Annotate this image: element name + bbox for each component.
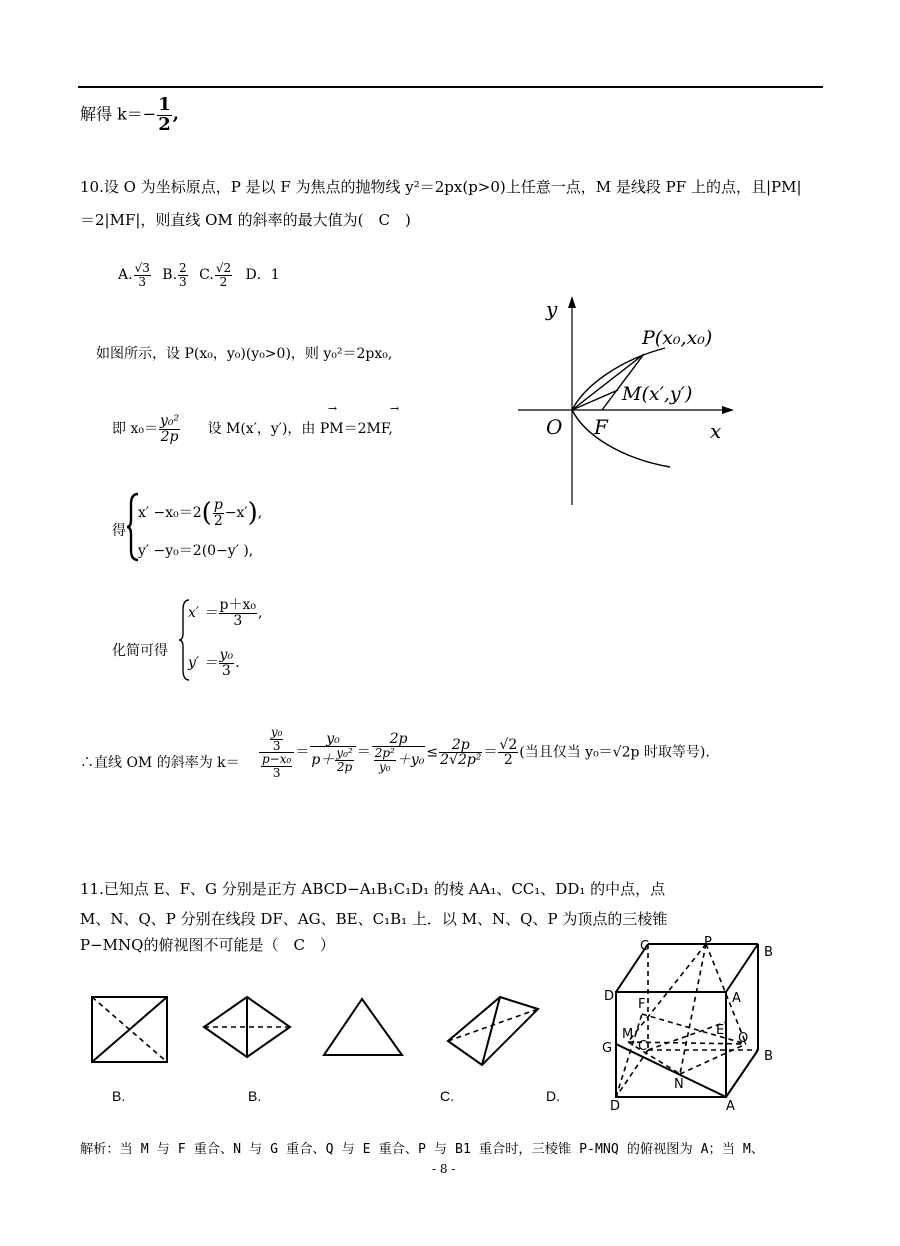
sol4-row2-fraction: $\frac{\text{y₀}}{3}$: [219, 647, 234, 679]
sol2-vector-eq: → → PM＝2MF,: [319, 402, 400, 438]
sol4-row2: y′ ＝ $\frac{\text{y₀}}{3}$ .: [188, 647, 240, 679]
x-axis-arrow-icon: [722, 406, 734, 414]
q10-options: [118, 262, 280, 288]
cube-label-b-bottom: B: [764, 1049, 773, 1064]
top-answer-suffix: ,: [172, 103, 180, 125]
top-answer-fraction: $\frac{1}{2}$: [158, 94, 171, 135]
page-number: - 8 -: [432, 1162, 456, 1176]
fig-label-2: B.: [248, 1088, 262, 1104]
header-rule: [78, 86, 823, 88]
q11-line1: 11.已知点 E、F、G 分别是正方 ABCD−A₁B₁C₁D₁ 的棱 AA₁、CC₁、DD₁ 的中点，点: [80, 880, 666, 898]
cube-label-m: M: [622, 1027, 634, 1042]
cube-label-b-top: B: [764, 945, 773, 960]
slope-suffix: (当且仅当 y₀＝√2p 时取等号).: [519, 744, 710, 761]
m-label: M(x′,y′): [622, 383, 693, 405]
slope-f4: $\frac{2p}{\text{2√2p²}}$: [440, 736, 482, 769]
option-d-label: D．1: [245, 267, 280, 284]
cube-figure: [598, 932, 788, 1114]
o-label: O: [546, 415, 563, 439]
f-label: F: [594, 415, 608, 439]
cube-label-f: F: [638, 997, 646, 1012]
vector-arrow-icon: →: [389, 402, 400, 416]
sol4-row1: x′ ＝ $\frac{\text{p＋x₀}}{3}$ ,: [188, 597, 263, 629]
cube-label-a-bottom: A: [726, 1099, 735, 1114]
slope-prefix: ∴直线 OM 的斜率为 k＝: [80, 755, 240, 771]
cube-label-d-bottom: D: [610, 1099, 621, 1114]
cube-label-q: Q: [738, 1031, 749, 1046]
cube-label-c2: C: [638, 1039, 648, 1054]
cube-hidden-edges: [616, 944, 758, 1097]
option-figure-2: [204, 997, 290, 1057]
cube-label-n: N: [674, 1077, 684, 1092]
sol4-label: 化简可得: [112, 643, 168, 659]
parabola-graph: [510, 290, 770, 510]
cube-label-c: C: [640, 939, 650, 954]
option-figure-1: [92, 997, 167, 1062]
sol2-prefix: 即 x₀＝: [112, 421, 158, 438]
vector-arrow-icon: →: [327, 402, 338, 416]
option-c-fraction: $\frac{√2}{2}$: [215, 261, 232, 289]
y-axis-arrow-icon: [568, 296, 576, 308]
slope-f2: y₀ p＋ $\frac{\text{y₀²}}{2p}$: [310, 732, 355, 774]
q10-sol1: 如图所示，设 P(x₀，y₀)(y₀>0)，则 y₀²＝2px₀,: [96, 346, 393, 362]
left-paren-icon: (: [201, 498, 212, 529]
q10-line2: ＝2|MF|，则直线 OM 的斜率的最大值为( C ): [80, 211, 411, 229]
q11-analysis: 解析：当 M 与 F 重合、N 与 G 重合、Q 与 E 重合、P 与 B1 重合时，三棱锥 P-MNQ 的俯视图为 A；当 M、: [80, 1142, 765, 1157]
fig-label-1: B.: [112, 1088, 126, 1104]
fig-label-4: D.: [546, 1088, 560, 1104]
option-a-fraction: $\frac{√3}{3}$: [134, 261, 150, 289]
cube-label-p: P: [704, 935, 712, 950]
y-label: y: [546, 297, 558, 321]
option-a-label: A.: [118, 267, 133, 284]
option-figure-4: [448, 997, 538, 1065]
x-label: x: [710, 419, 722, 443]
fig-label-3: C.: [440, 1088, 454, 1104]
option-b-label: B.: [162, 267, 178, 284]
option-b-fraction: $\frac{2}{3}$: [179, 261, 187, 289]
p-label: P(x₀,x₀): [642, 327, 713, 349]
option-figure-3: [324, 999, 402, 1055]
q10-line1: 10.设 O 为坐标原点，P 是以 F 为焦点的抛物线 y²＝2px(p>0)上任意一点，M 是线段 PF 上的点，且|PM|: [80, 178, 802, 196]
slope-f3: 2p $\frac{\text{2p²}}{\text{y₀}}$ ＋y₀: [372, 732, 426, 774]
cube-label-d: D: [604, 989, 615, 1004]
slope-f5: $\frac{√2}{2}$: [499, 736, 518, 769]
sol3-row1: x′ −x₀＝2( $\frac{p}{2}$ −x′),: [138, 497, 263, 529]
top-answer-prefix: 解得 k＝−: [80, 104, 157, 124]
sol2-fraction: $\frac{\text{y₀²}}{2p}$: [159, 413, 180, 445]
right-paren-icon: ): [247, 498, 258, 529]
sol3-row1-fraction: $\frac{p}{2}$: [213, 497, 223, 529]
slope-f1: $\frac{\frac{\text{y₀}}{3}}{\frac{\text{p−x₀}}{3}}$: [259, 726, 294, 779]
cube-label-g: G: [602, 1041, 613, 1056]
top-view-options: [80, 985, 580, 1075]
sol3-label: 得: [112, 523, 126, 539]
cube-label-e: E: [716, 1023, 725, 1038]
sol2-mid: 设 M(x′，y′)，由: [207, 421, 316, 438]
cube-label-a-top: A: [732, 991, 741, 1006]
top-answer: [80, 96, 179, 135]
parabola-curve: [572, 348, 670, 467]
sol4-row1-fraction: $\frac{\text{p＋x₀}}{3}$: [219, 597, 257, 629]
q11-line2: M、N、Q、P 分别在线段 DF、AG、BE、C₁B₁ 上．以 M、N、Q、P 为顶点的三棱锥: [80, 910, 668, 928]
q11-line3: P−MNQ的俯视图不可能是（ C ）: [80, 936, 335, 954]
sol3-row2: y′ −y₀＝2(0−y′ ),: [138, 543, 254, 559]
option-c-label: C.: [199, 267, 214, 284]
slope-fraction-1: $\frac{\frac{\text{y₀}}{3}}{\frac{\text{p−x₀}}{3}}$ ＝ y₀ p＋ $\frac{\text{y₀²}}{2p}$ ＝ 2p $\frac{\text{2p²}}{\text{y₀}}$ ＋y₀ ≤ $\frac{2p}{\text{2√2p²}}$ ＝ $\frac{√2}{2}$ (当且仅当 y₀＝√2p 时取等号).: [258, 726, 710, 779]
q10-sol2: [112, 402, 400, 445]
